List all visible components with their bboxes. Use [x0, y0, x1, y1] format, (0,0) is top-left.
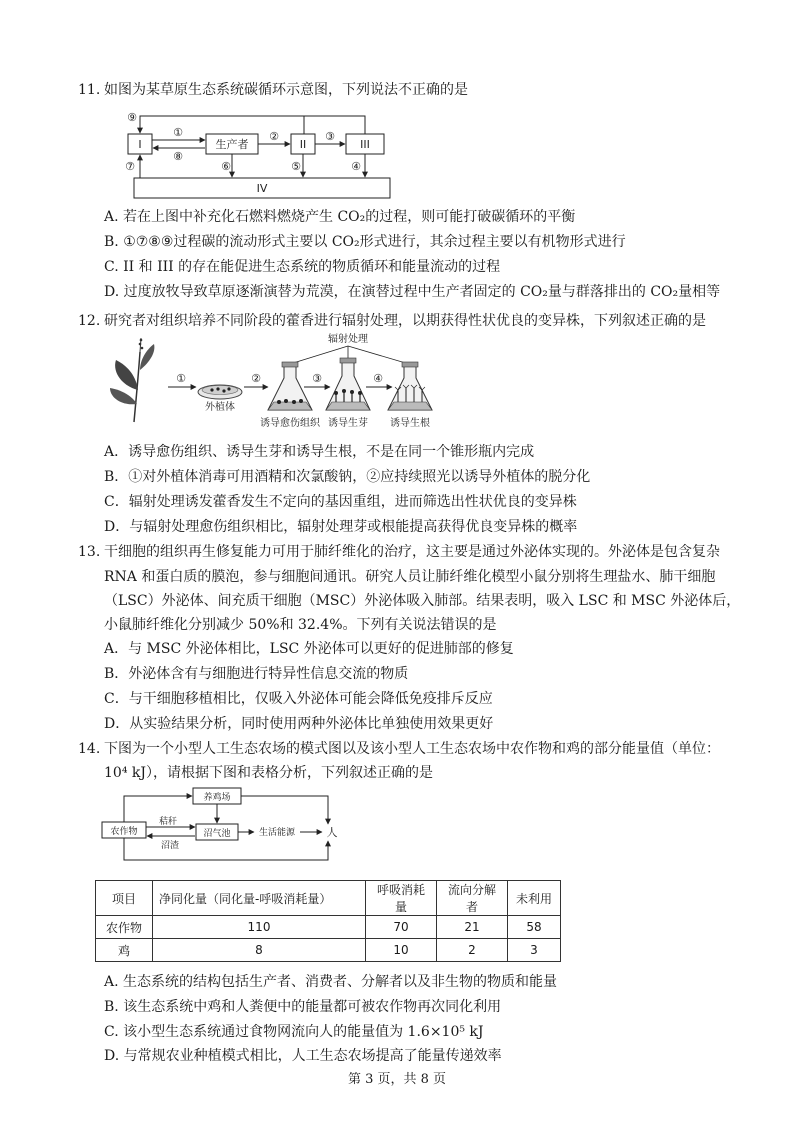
q11-option-d: D. 过度放牧导致草原逐渐演替为荒漠，在演替过程中生产者固定的 CO₂量与群落排出的 CO₂量相等	[104, 284, 721, 300]
table-header-cell: 未利用	[508, 881, 561, 916]
petri-dish-icon	[198, 385, 242, 399]
stage-label-callus: 诱导愈伤组织	[260, 418, 320, 429]
table-row	[96, 939, 561, 962]
table-header-cell: 呼吸消耗量	[366, 881, 437, 916]
q12-option-b: B．①对外植体消毒可用酒精和次氯酸钠，②应持续照光以诱导外植体的脱分化	[104, 469, 591, 485]
arrow-label-1: ①	[173, 126, 183, 139]
arrow-label-4: ④	[351, 160, 361, 173]
label-straw: 秸秆	[158, 817, 178, 827]
table-cell: 8	[153, 939, 366, 962]
stage-label-shoot: 诱导生芽	[328, 418, 368, 429]
q14-line-1: 下图为一个小型人工生态农场的模式图以及该小型人工生态农场中农作物和鸡的部分能量值（单位：	[104, 741, 720, 757]
q13-line-1: 干细胞的组织再生修复能力可用于肺纤维化的治疗，这主要是通过外泌体实现的。外泌体是包含复杂	[104, 544, 720, 560]
question-11-stem	[78, 78, 468, 102]
table-cell: 3	[508, 939, 561, 962]
flask-callus-icon	[268, 362, 312, 410]
page-footer: 第 3 页，共 8 页	[347, 1072, 447, 1087]
energy-table	[95, 880, 561, 962]
arrow-label-7: ⑦	[125, 160, 135, 173]
table-header-cell: 净同化量（同化量-呼吸消耗量）	[153, 881, 366, 916]
step-label-1: ①	[176, 372, 186, 385]
arrow-label-9: ⑨	[127, 111, 137, 124]
q14-option-b: B. 该生态系统中鸡和人粪便中的能量都可被农作物再次同化利用	[104, 999, 502, 1015]
table-header-cell: 流向分解者	[437, 881, 508, 916]
arrow-label-3: ③	[325, 130, 335, 143]
q13-option-d: D．从实验结果分析，同时使用两种外泌体比单独使用效果更好	[104, 716, 494, 732]
q13-line-4: 小鼠肺纤维化分别减少 50%和 32.4%。下列有关说法错误的是	[104, 617, 497, 633]
q13-option-b: B．外泌体含有与细胞进行特异性信息交流的物质	[104, 666, 409, 682]
question-text: 研究者对组织培养不同阶段的藿香进行辐射处理，以期获得性状优良的变异株，下列叙述正确的是	[104, 313, 706, 329]
question-number: 12.	[78, 313, 101, 329]
arrow-label-2: ②	[269, 130, 279, 143]
q14-option-c: C. 该小型生态系统通过食物网流向人的能量值为 1.6×10⁵ kJ	[104, 1024, 484, 1040]
table-cell: 农作物	[96, 916, 153, 939]
label-box-IV: IV	[256, 182, 268, 195]
table-cell: 10	[366, 939, 437, 962]
label-biogas: 沼气池	[203, 829, 231, 839]
q11-option-a: A. 若在上图中补充化石燃料燃烧产生 CO₂的过程，则可能打破碳循环的平衡	[104, 209, 576, 225]
stage-label-root: 诱导生根	[390, 418, 430, 429]
carbon-cycle-diagram	[118, 106, 398, 202]
table-cell: 70	[366, 916, 437, 939]
table-cell: 2	[437, 939, 508, 962]
label-box-producer: 生产者	[215, 138, 249, 151]
step-label-4: ④	[373, 372, 383, 385]
q11-option-b: B. ①⑦⑧⑨过程碳的流动形式主要以 CO₂形式进行，其余过程主要以有机物形式进行	[104, 234, 626, 250]
table-cell: 110	[153, 916, 366, 939]
q13-option-a: A．与 MSC 外泌体相比，LSC 外泌体可以更好的促进肺部的修复	[104, 641, 514, 657]
q14-line-2: 10⁴ kJ），请根据下图和表格分析，下列叙述正确的是	[104, 765, 433, 781]
q13-line-2: RNA 和蛋白质的膜泡，参与细胞间通讯。研究人员让肺纤维化模型小鼠分别将生理盐水、肺干细胞	[104, 569, 716, 585]
radiation-label: 辐射处理	[328, 334, 368, 345]
label-box-II: II	[299, 138, 307, 151]
table-row	[96, 916, 561, 939]
label-residue: 沼渣	[160, 841, 180, 851]
q13-option-c: C．与干细胞移植相比，仅吸入外泌体可能会降低免疫排斥反应	[104, 691, 493, 707]
q14-option-a: A. 生态系统的结构包括生产者、消费者、分解者以及非生物的物质和能量	[104, 974, 558, 990]
label-human: 人	[326, 826, 338, 839]
plant-icon	[110, 338, 154, 422]
q14-option-d: D. 与常规农业种植模式相比，人工生态农场提高了能量传递效率	[104, 1048, 502, 1064]
arrow-label-8: ⑧	[173, 150, 183, 163]
q12-option-a: A．诱导愈伤组织、诱导生芽和诱导生根，不是在同一个锥形瓶内完成	[104, 444, 535, 460]
question-text: 如图为某草原生态系统碳循环示意图，下列说法不正确的是	[104, 82, 468, 98]
q12-option-d: D．与辐射处理愈伤组织相比，辐射处理芽或根能提高获得优良变异株的概率	[104, 519, 578, 535]
q12-option-c: C．辐射处理诱发藿香发生不定向的基因重组，进而筛选出性状优良的变异株	[104, 494, 577, 510]
label-chicken-farm: 养鸡场	[203, 793, 231, 803]
explant-label: 外植体	[205, 402, 235, 413]
table-cell: 鸡	[96, 939, 153, 962]
q11-option-c: C. II 和 III 的存在能促进生态系统的物质循环和能量流动的过程	[104, 259, 501, 275]
q13-line-3: （LSC）外泌体、间充质干细胞（MSC）外泌体吸入肺部。结果表明，吸入 LSC 和 MSC 外泌体后，	[104, 593, 741, 609]
label-box-III: III	[360, 138, 370, 151]
question-number: 11.	[78, 82, 101, 98]
label-energy: 生活能源	[258, 828, 296, 838]
table-header-row	[96, 881, 561, 916]
question-13-number: 13.	[78, 544, 101, 560]
label-crops: 农作物	[110, 827, 138, 837]
eco-farm-diagram	[100, 784, 340, 866]
label-box-I: I	[138, 138, 142, 151]
arrow-label-5: ⑤	[291, 160, 301, 173]
flask-root-icon	[388, 362, 432, 410]
table-cell: 58	[508, 916, 561, 939]
tissue-culture-diagram	[104, 330, 444, 434]
table-header-cell: 项目	[96, 881, 153, 916]
step-label-2: ②	[251, 372, 261, 385]
table-cell: 21	[437, 916, 508, 939]
step-label-3: ③	[312, 372, 322, 385]
flask-shoot-icon	[326, 358, 370, 410]
question-14-number: 14.	[78, 741, 101, 757]
arrow-label-6: ⑥	[221, 160, 231, 173]
